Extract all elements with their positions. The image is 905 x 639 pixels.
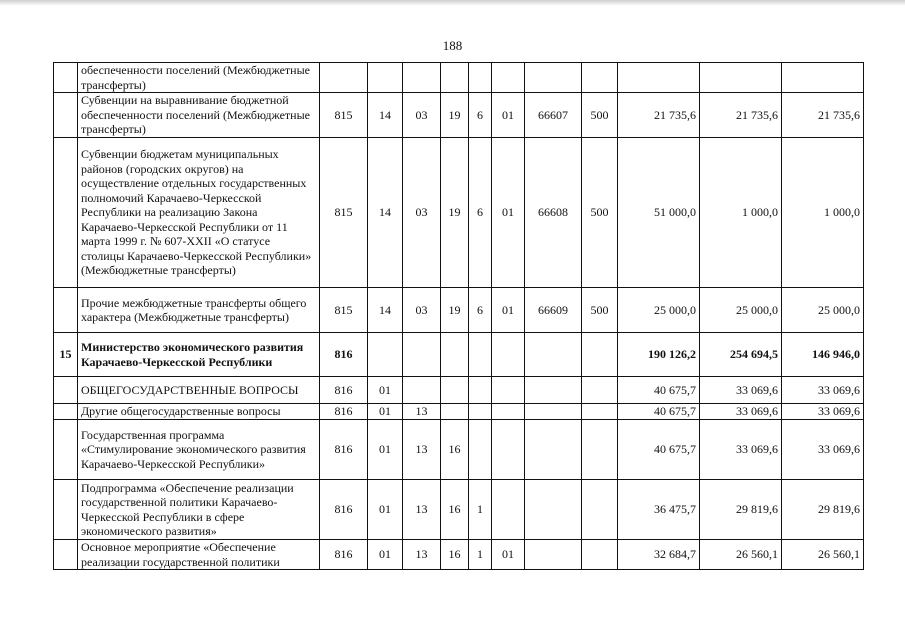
code-subprogram: [469, 377, 492, 404]
code-section: 14: [368, 288, 403, 333]
table-row: [54, 480, 864, 540]
scan-edge: [0, 0, 905, 6]
code-ministry: 816: [320, 333, 368, 377]
code-ministry: [320, 63, 368, 93]
amount-year-1: 32 684,7: [618, 540, 700, 570]
code-program: 19: [441, 138, 469, 288]
code-program: [441, 333, 469, 377]
code-main-activity: [492, 63, 525, 93]
table-row: [54, 63, 864, 93]
code-section: 01: [368, 404, 403, 420]
code-ministry: 816: [320, 480, 368, 540]
code-expense-type: [582, 404, 618, 420]
code-section: 14: [368, 138, 403, 288]
budget-table-body: [54, 63, 864, 570]
row-number: [54, 63, 78, 93]
row-number: [54, 93, 78, 138]
code-main-activity: [492, 480, 525, 540]
code-subsection: 03: [403, 138, 441, 288]
amount-year-1: 40 675,7: [618, 420, 700, 480]
row-name: ОБЩЕГОСУДАРСТВЕННЫЕ ВОПРОСЫ: [78, 377, 320, 404]
amount-year-3: 29 819,6: [782, 480, 864, 540]
code-direction: [525, 377, 582, 404]
amount-year-3: 1 000,0: [782, 138, 864, 288]
code-ministry: 815: [320, 138, 368, 288]
code-subsection: 13: [403, 540, 441, 570]
row-name: Государственная программа «Стимулирование экономического развития Карачаево-Черкесской Республики»: [78, 420, 320, 480]
row-number: [54, 540, 78, 570]
code-ministry: 816: [320, 377, 368, 404]
amount-year-2: 33 069,6: [700, 404, 782, 420]
amount-year-3: 21 735,6: [782, 93, 864, 138]
amount-year-1: 40 675,7: [618, 377, 700, 404]
code-direction: [525, 63, 582, 93]
amount-year-1: 21 735,6: [618, 93, 700, 138]
amount-year-2: 254 694,5: [700, 333, 782, 377]
budget-table: [53, 62, 864, 570]
row-number: [54, 377, 78, 404]
amount-year-1: [618, 63, 700, 93]
code-expense-type: [582, 420, 618, 480]
amount-year-2: 26 560,1: [700, 540, 782, 570]
page-number: 188: [442, 38, 463, 53]
amount-year-3: [782, 63, 864, 93]
code-subprogram: 1: [469, 540, 492, 570]
amount-year-1: 51 000,0: [618, 138, 700, 288]
code-direction: [525, 420, 582, 480]
code-subprogram: 6: [469, 138, 492, 288]
code-subsection: 03: [403, 93, 441, 138]
code-section: [368, 63, 403, 93]
code-program: [441, 377, 469, 404]
code-main-activity: 01: [492, 138, 525, 288]
code-section: 01: [368, 420, 403, 480]
row-name: Основное мероприятие «Обеспечение реализации государственной политики: [78, 540, 320, 570]
code-ministry: 816: [320, 420, 368, 480]
code-ministry: 815: [320, 93, 368, 138]
code-program: 16: [441, 420, 469, 480]
code-subprogram: 1: [469, 480, 492, 540]
table-row: [54, 333, 864, 377]
amount-year-1: 190 126,2: [618, 333, 700, 377]
code-section: 01: [368, 540, 403, 570]
code-main-activity: [492, 333, 525, 377]
code-expense-type: [582, 63, 618, 93]
amount-year-3: 26 560,1: [782, 540, 864, 570]
code-subsection: 13: [403, 404, 441, 420]
table-row: [54, 288, 864, 333]
code-ministry: 816: [320, 404, 368, 420]
code-direction: [525, 540, 582, 570]
amount-year-2: 33 069,6: [700, 377, 782, 404]
row-number: [54, 420, 78, 480]
amount-year-1: 25 000,0: [618, 288, 700, 333]
code-program: [441, 63, 469, 93]
code-subprogram: [469, 333, 492, 377]
row-name: Министерство экономического развития Карачаево-Черкесской Республики: [78, 333, 320, 377]
row-number: [54, 288, 78, 333]
amount-year-3: 33 069,6: [782, 377, 864, 404]
code-direction: 66609: [525, 288, 582, 333]
code-program: 16: [441, 540, 469, 570]
code-section: 14: [368, 93, 403, 138]
code-expense-type: 500: [582, 138, 618, 288]
row-number: 15: [54, 333, 78, 377]
row-name: Субвенции бюджетам муниципальных районов (городских округов) на осуществление отдельных государственных полномочий Карачаево-Черкесской Республики на реализацию Закона Карачаево-Черкесской Республики от 11 марта 1999 г. № 607-XXII «О статусе столицы Карачаево-Черкесской Республики» (Межбюджетные трансферты): [78, 138, 320, 288]
code-main-activity: [492, 377, 525, 404]
code-direction: [525, 333, 582, 377]
row-name: Подпрограмма «Обеспечение реализации государственной политики Карачаево-Черкесской Республики в сфере экономического развития»: [78, 480, 320, 540]
table-row: [54, 377, 864, 404]
code-program: 19: [441, 288, 469, 333]
code-expense-type: [582, 480, 618, 540]
amount-year-3: 146 946,0: [782, 333, 864, 377]
code-main-activity: 01: [492, 540, 525, 570]
table-row: [54, 420, 864, 480]
table-row: [54, 404, 864, 420]
code-direction: [525, 404, 582, 420]
code-program: [441, 404, 469, 420]
amount-year-1: 40 675,7: [618, 404, 700, 420]
code-subsection: [403, 63, 441, 93]
row-number: [54, 480, 78, 540]
code-direction: 66607: [525, 93, 582, 138]
amount-year-3: 33 069,6: [782, 404, 864, 420]
row-name: Прочие межбюджетные трансферты общего характера (Межбюджетные трансферты): [78, 288, 320, 333]
code-subsection: [403, 333, 441, 377]
code-ministry: 816: [320, 540, 368, 570]
code-expense-type: [582, 333, 618, 377]
amount-year-2: 33 069,6: [700, 420, 782, 480]
table-row: [54, 138, 864, 288]
code-main-activity: [492, 420, 525, 480]
code-section: 01: [368, 377, 403, 404]
code-direction: [525, 480, 582, 540]
code-main-activity: 01: [492, 288, 525, 333]
table-row: [54, 93, 864, 138]
code-subprogram: [469, 63, 492, 93]
code-subsection: 13: [403, 480, 441, 540]
code-program: 19: [441, 93, 469, 138]
code-subsection: [403, 377, 441, 404]
row-name: Другие общегосударственные вопросы: [78, 404, 320, 420]
amount-year-3: 33 069,6: [782, 420, 864, 480]
code-subprogram: 6: [469, 288, 492, 333]
code-expense-type: 500: [582, 93, 618, 138]
code-main-activity: [492, 404, 525, 420]
amount-year-2: 29 819,6: [700, 480, 782, 540]
code-expense-type: 500: [582, 288, 618, 333]
row-number: [54, 404, 78, 420]
code-section: 01: [368, 480, 403, 540]
code-subsection: 03: [403, 288, 441, 333]
amount-year-2: 1 000,0: [700, 138, 782, 288]
amount-year-1: 36 475,7: [618, 480, 700, 540]
code-program: 16: [441, 480, 469, 540]
code-subsection: 13: [403, 420, 441, 480]
table-row: [54, 540, 864, 570]
amount-year-2: 25 000,0: [700, 288, 782, 333]
code-ministry: 815: [320, 288, 368, 333]
code-main-activity: 01: [492, 93, 525, 138]
code-expense-type: [582, 377, 618, 404]
code-subprogram: 6: [469, 93, 492, 138]
code-subprogram: [469, 420, 492, 480]
code-direction: 66608: [525, 138, 582, 288]
row-name: обеспеченности поселений (Межбюджетные трансферты): [78, 63, 320, 93]
amount-year-2: 21 735,6: [700, 93, 782, 138]
code-expense-type: [582, 540, 618, 570]
amount-year-2: [700, 63, 782, 93]
code-section: [368, 333, 403, 377]
amount-year-3: 25 000,0: [782, 288, 864, 333]
row-name: Субвенции на выравнивание бюджетной обеспеченности поселений (Межбюджетные трансферты): [78, 93, 320, 138]
code-subprogram: [469, 404, 492, 420]
row-number: [54, 138, 78, 288]
